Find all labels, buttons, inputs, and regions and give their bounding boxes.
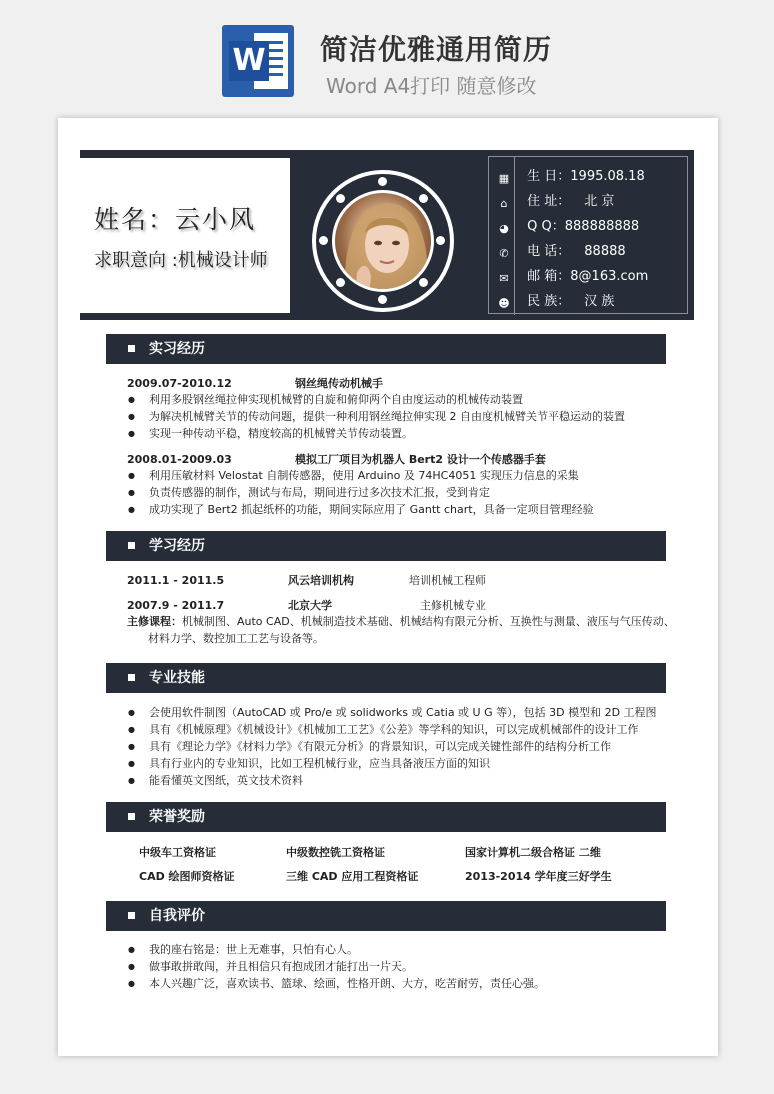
edu-period: 2011.1 - 2011.5 — [127, 574, 225, 587]
section-header-education — [106, 531, 666, 561]
info-label: 住 址： — [527, 194, 571, 209]
section-header-skills — [106, 663, 666, 693]
list-item: ● 本人兴趣广泛，喜欢读书、篮球、绘画，性格开朗、大方，吃苦耐劳，责任心强。 — [149, 976, 545, 992]
edu-period: 2007.9 - 2011.7 — [127, 599, 225, 612]
list-item: ● 为解决机械臂关节的传动问题，提供一种利用钢丝绳拉伸实现 2 自由度机械臂关节平稳运动的装置 — [149, 409, 625, 425]
info-value: 888888888 — [564, 219, 640, 234]
courses-label: 主修课程： — [127, 615, 182, 628]
honor-item: 国家计算机二级合格证 二维 — [465, 846, 601, 859]
job-period: 2008.01-2009.03 — [127, 453, 232, 466]
list-item: ● 会使用软件制图（AutoCAD 或 Pro/e 或 solidworks 或 Catia 或 U G 等），包括 3D 模型和 2D 工程图 — [149, 705, 657, 721]
courses-line — [127, 614, 675, 630]
section-title: 自我评价 — [149, 908, 205, 924]
people-icon: ☻ — [498, 297, 510, 310]
job-role: 钢丝绳传动机械手 — [295, 377, 383, 390]
info-row — [497, 290, 614, 310]
section-title: 学习经历 — [149, 538, 205, 554]
edu-school: 风云培训机构 — [288, 574, 354, 587]
square-bullet-icon — [128, 674, 135, 681]
list-item: ● 我的座右铭是：世上无难事，只怕有心人。 — [149, 942, 358, 958]
resume-page — [58, 118, 718, 1056]
word-letter: W — [229, 41, 269, 81]
section-title: 荣誉奖励 — [149, 809, 205, 825]
info-value: 1995.08.18 — [570, 169, 645, 184]
info-row — [497, 265, 648, 285]
list-item: ● 能看懂英文图纸，英文技术资料 — [149, 773, 303, 789]
list-item: ● 利用压敏材料 Velostat 自制传感器，使用 Arduino 及 74HC4051 实现压力信息的采集 — [149, 468, 579, 484]
list-item: ● 成功实现了 Bert2 抓起纸杯的功能，期间实际应用了 Gantt chart，具备一定项目管理经验 — [149, 502, 594, 518]
qq-icon: ◕ — [499, 222, 509, 235]
info-row — [497, 240, 626, 260]
candidate-name: 姓名：云小风 — [94, 205, 257, 234]
info-value: 北 京 — [584, 194, 615, 209]
job-intent: 求职意向 :机械设计师 — [94, 250, 268, 271]
section-title: 实习经历 — [149, 341, 205, 357]
edu-major: 主修机械专业 — [420, 599, 486, 612]
edu-major: 培训机械工程师 — [409, 574, 486, 587]
square-bullet-icon — [128, 813, 135, 820]
job-period: 2009.07-2010.12 — [127, 377, 232, 390]
courses-line-2: 材料力学、数控加工工艺与设备等。 — [148, 632, 324, 645]
honor-item: 三维 CAD 应用工程资格证 — [286, 870, 419, 883]
mail-icon: ✉ — [499, 272, 509, 285]
info-row — [497, 215, 639, 235]
banner-title: 简洁优雅通用简历 — [320, 33, 553, 66]
info-row — [497, 165, 645, 185]
photo-frame — [312, 170, 454, 312]
profile-photo — [332, 190, 434, 292]
info-row — [497, 190, 614, 210]
section-title: 专业技能 — [149, 670, 205, 686]
banner — [0, 0, 774, 118]
calendar-icon: ▦ — [498, 172, 510, 185]
phone-icon: ✆ — [499, 247, 509, 260]
list-item: ● 负责传感器的制作，测试与布局，期间进行过多次技术汇报，受到肯定 — [149, 485, 490, 501]
info-value: 汉 族 — [584, 294, 615, 309]
section-header-self — [106, 901, 666, 931]
honor-item: 中级数控铣工资格证 — [286, 846, 385, 859]
info-label: 电 话： — [527, 244, 571, 259]
square-bullet-icon — [128, 345, 135, 352]
list-item: ● 实现一种传动平稳，精度较高的机械臂关节传动装置。 — [149, 426, 413, 442]
banner-subtitle: Word A4打印 随意修改 — [326, 74, 537, 98]
info-value: 8@163.com — [570, 269, 649, 284]
section-header-internship — [106, 334, 666, 364]
personal-info-box — [488, 156, 688, 314]
section-header-honors — [106, 802, 666, 832]
info-label: 民 族： — [527, 294, 571, 309]
info-label: 生 日： — [527, 169, 571, 184]
honor-item: 2013-2014 学年度三好学生 — [465, 870, 612, 883]
courses-text: 机械制图、Auto CAD、机械制造技术基础、机械结构有限元分析、互换性与测量、液压与气压传动、 — [182, 615, 675, 628]
list-item: ● 具有《机械原理》《机械设计》《机械加工工艺》《公差》等学科的知识，可以完成机械部件的设计工作 — [149, 722, 639, 738]
square-bullet-icon — [128, 912, 135, 919]
square-bullet-icon — [128, 542, 135, 549]
edu-school: 北京大学 — [288, 599, 332, 612]
info-value: 88888 — [584, 244, 626, 259]
info-label: Q Q： — [527, 219, 565, 234]
list-item: ● 具有《理论力学》《材料力学》《有限元分析》的背景知识，可以完成关键性部件的结构分析工作 — [149, 739, 611, 755]
list-item: ● 利用多股钢丝绳拉伸实现机械臂的自旋和俯仰两个自由度运动的机械传动装置 — [149, 392, 523, 408]
home-icon: ⌂ — [500, 197, 508, 210]
word-icon — [222, 25, 294, 97]
info-label: 邮 箱： — [527, 269, 571, 284]
job-role: 模拟工厂项目为机器人 Bert2 设计一个传感器手套 — [295, 453, 546, 466]
list-item: ● 做事敢拼敢闯，并且相信只有抱成团才能打出一片天。 — [149, 959, 413, 975]
honor-item: 中级车工资格证 — [139, 846, 216, 859]
honor-item: CAD 绘图师资格证 — [139, 870, 235, 883]
list-item: ● 具有行业内的专业知识，比如工程机械行业，应当具备液压方面的知识 — [149, 756, 490, 772]
